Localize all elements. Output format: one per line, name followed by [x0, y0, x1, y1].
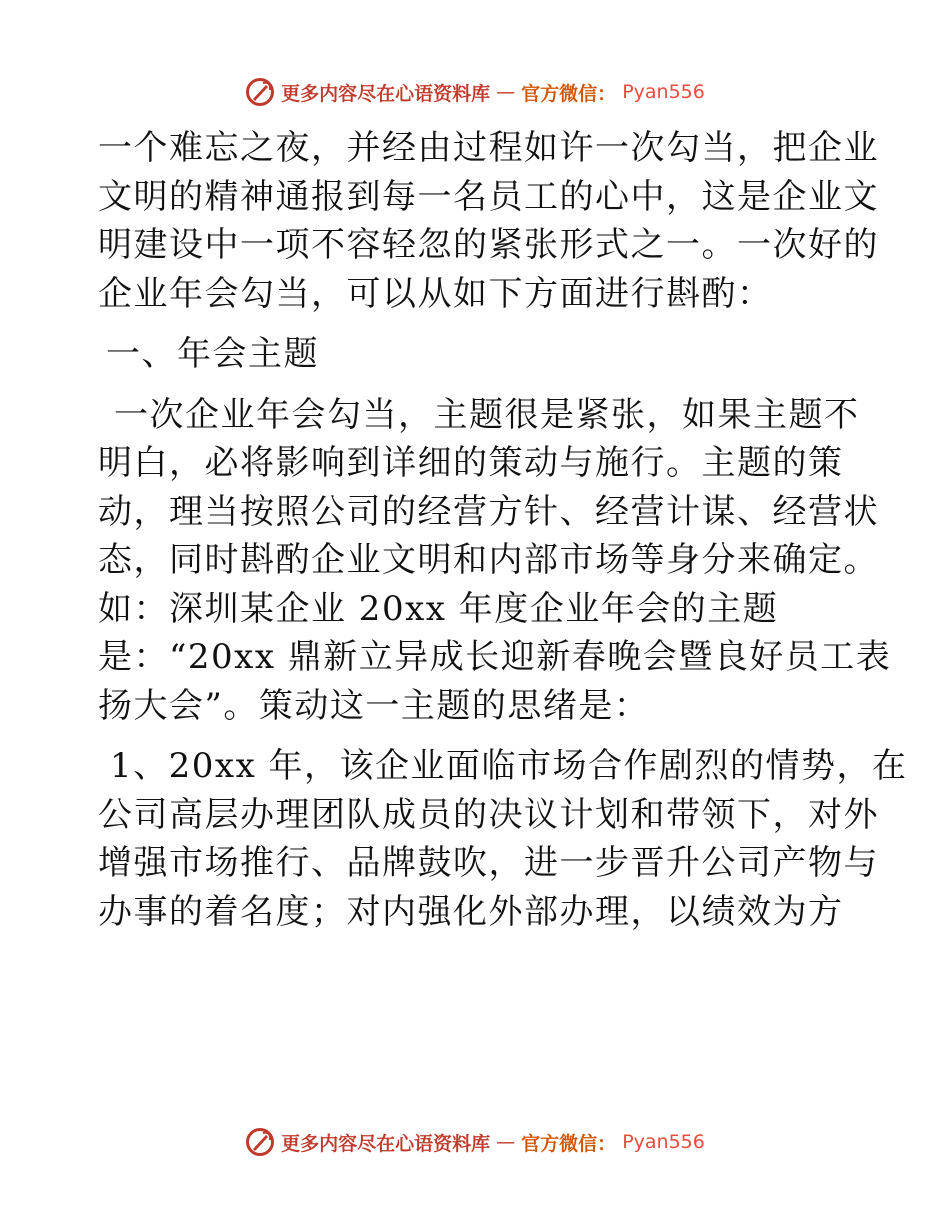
banner-dash: — — [496, 81, 516, 103]
paragraph-theme — [98, 391, 892, 731]
text-line: 态，同时斟酌企业文明和内部市场等身分来确定。 — [98, 540, 879, 580]
banner-dash: — — [496, 1131, 516, 1153]
text-line: 一个难忘之夜，并经由过程如许一次勾当，把企业 — [98, 128, 879, 168]
heading-text: 一、年会主题 — [106, 334, 319, 374]
banner-main-text: 更多内容尽在心语资料库 — [281, 1132, 491, 1155]
text-line: 文明的精神通报到每一名员工的心中，这是企业文 — [98, 176, 879, 217]
text-line: 增强市场推行、品牌鼓吹，进一步晋升公司产物与 — [98, 843, 879, 883]
text-line: 1、20xx 年，该企业面临市场合作剧烈的情势，在 — [110, 746, 908, 786]
text-line: 明建设中一项不容轻忽的紧张形式之一。一次好的 — [98, 225, 879, 265]
text-line: 动，理当按照公司的经营方针、经营计谋、经营状 — [98, 491, 879, 532]
paragraph-point-1 — [98, 742, 908, 936]
banner-wechat-label: 官方微信： — [521, 82, 617, 105]
paragraph-intro — [98, 124, 879, 318]
banner-wechat-id: Pyan556 — [622, 1131, 705, 1153]
text-line: 企业年会勾当，可以从如下方面进行斟酌： — [98, 273, 773, 314]
text-line: 扬大会”。策动这一主题的思绪是： — [98, 685, 650, 726]
quill-seal-icon — [245, 77, 275, 107]
banner-wechat-label: 官方微信： — [521, 1132, 617, 1155]
footer-banner — [0, 1122, 950, 1162]
text-line: 办事的着名度；对内强化外部办理，以绩效为方 — [98, 891, 844, 932]
quill-seal-icon — [245, 1127, 275, 1157]
text-line: 明白，必将影响到详细的策动与施行。主题的策 — [98, 443, 844, 483]
section-heading — [98, 330, 868, 379]
text-line: 一次企业年会勾当，主题很是紧张，如果主题不 — [114, 394, 860, 435]
banner-main-text: 更多内容尽在心语资料库 — [281, 82, 491, 105]
text-line: 是：“20xx 鼎新立异成长迎新春晚会暨良好员工表 — [98, 637, 892, 677]
text-line: 公司高层办理团队成员的决议计划和带领下，对外 — [98, 794, 879, 835]
text-line: 如：深圳某企业 20xx 年度企业年会的主题 — [98, 588, 779, 629]
banner-wechat-id: Pyan556 — [622, 81, 705, 103]
header-banner — [0, 72, 950, 112]
document-body — [98, 124, 908, 936]
